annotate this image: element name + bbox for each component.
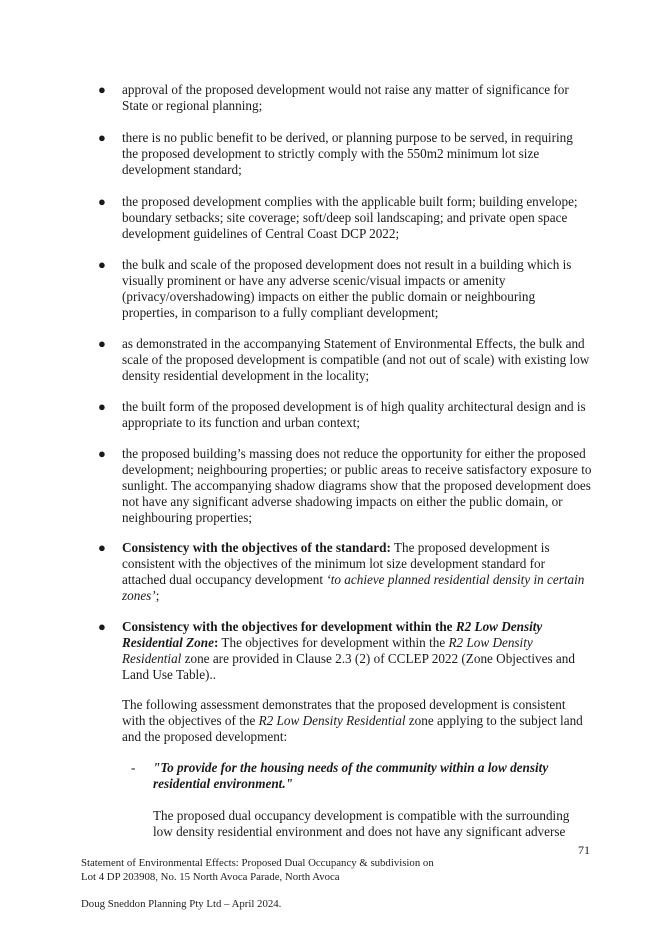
bullet-icon: ●	[98, 257, 106, 272]
italic-quote: ‘to achieve planned residential density in certain zones’	[122, 571, 585, 603]
bullet-text: as demonstrated in the accompanying Statement of Environmental Effects, the bulk and scale of the proposed development is compatible (and not out of scale) with existing low density residential development in the locality;	[122, 336, 590, 383]
list-item	[100, 130, 592, 178]
list-item	[100, 336, 592, 384]
assessment-paragraph	[122, 697, 592, 745]
bullet-text: the proposed development complies with the applicable built form; building envelope; boundary setbacks; site coverage; soft/deep soil landscaping; and private open space development guidelines of Central Coast DCP 2022;	[122, 194, 578, 241]
bullet-text: there is no public benefit to be derived, or planning purpose to be served, in requiring the proposed development to strictly comply with the 550m2 minimum lot size development standard;	[122, 130, 573, 177]
bullet-icon: ●	[98, 336, 106, 351]
bullet-text	[122, 540, 592, 604]
sub-paragraph: The proposed dual occupancy development is compatible with the surrounding low density residential environment and does not have any significant adverse	[153, 808, 570, 839]
list-item	[100, 257, 592, 321]
bullet-text: approval of the proposed development would not raise any matter of significance for State or regional planning;	[122, 82, 569, 113]
list-item	[100, 82, 592, 114]
italic-zone: R2 Low Density Residential	[122, 634, 533, 666]
list-item-objectives-standard	[100, 540, 592, 604]
bullet-text: the built form of the proposed development is of high quality architectural design and is appropriate to its function and urban context;	[122, 399, 586, 430]
bold-heading: Consistency with the objectives for development within the	[122, 619, 456, 634]
body-text: zone applying to the subject land and the proposed development:	[122, 712, 583, 744]
bullet-text: the bulk and scale of the proposed development does not result in a building which is visually prominent or have any adverse scenic/visual impacts or amenity (privacy/overshadowing) impacts on either the public domain or neighbouring properties, in comparison to a fully compliant development;	[122, 257, 572, 320]
body-text: ;	[155, 587, 160, 603]
list-item	[100, 446, 592, 526]
dash-marker: -	[131, 760, 136, 775]
footer-line: Statement of Environmental Effects: Proposed Dual Occupancy & subdivision on	[81, 857, 434, 869]
bullet-icon: ●	[98, 619, 106, 634]
bullet-icon: ●	[98, 399, 106, 414]
body-text: The objectives for development within the	[218, 634, 449, 650]
bold-italic-zone: R2 Low Density Residential Zone	[122, 619, 543, 650]
bullet-icon: ●	[98, 540, 106, 555]
bullet-text: the proposed building’s massing does not reduce the opportunity for either the proposed development; neighbouring properties; or public areas to receive satisfactory exposure to sunlight. The accompanying shadow diagrams show that the proposed development does not have any significant adverse shadowing impacts on either the public domain, or neighbouring properties;	[122, 446, 592, 525]
page-number: 71	[578, 843, 590, 857]
body-text: zone are provided in Clause 2.3 (2) of CCLEP 2022 (Zone Objectives and Land Use Table)..	[122, 650, 575, 682]
list-item-objectives-zone	[100, 619, 592, 683]
bullet-icon: ●	[98, 82, 106, 97]
bold-heading: Consistency with the objectives of the standard:	[122, 540, 391, 555]
italic-zone: R2 Low Density Residential	[258, 712, 406, 728]
list-item	[100, 399, 592, 431]
bullet-icon: ●	[98, 130, 106, 145]
bullet-icon: ●	[98, 194, 106, 209]
body-text: The following assessment demonstrates that the proposed development is consistent with the objectives of the	[122, 697, 566, 728]
objective-quote: "To provide for the housing needs of the community within a low density residential environment."	[153, 760, 549, 791]
footer-line: Lot 4 DP 203908, No. 15 North Avoca Parade, North Avoca	[81, 871, 340, 883]
bold-colon: :	[213, 634, 219, 650]
bullet-text	[122, 619, 592, 683]
list-item	[100, 194, 592, 242]
body-text: The proposed development is consistent with the objectives of the minimum lot size development standard for attached dual occupancy development	[122, 540, 550, 587]
sub-list-item	[131, 760, 591, 792]
footer-company: Doug Sneddon Planning Pty Ltd – April 2024.	[81, 898, 282, 910]
bullet-icon: ●	[98, 446, 106, 461]
